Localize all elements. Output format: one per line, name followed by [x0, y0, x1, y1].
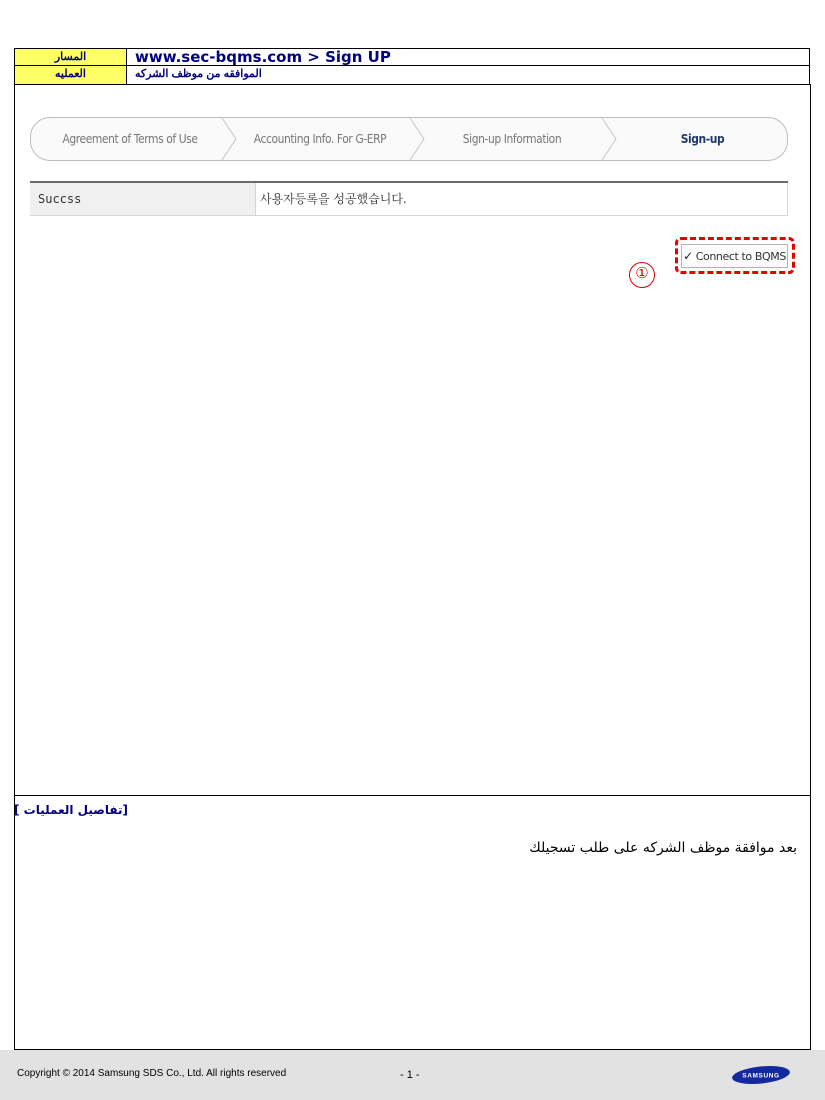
path-label: المسار — [15, 49, 127, 65]
samsung-logo — [731, 1064, 791, 1086]
step-signup-information: Sign-up Information — [462, 131, 562, 146]
chevron-right-icon — [600, 117, 620, 161]
path-row — [14, 48, 810, 66]
details-text: بعد موافقة موظف الشركه على طلب تسجيلك — [529, 840, 797, 856]
process-row — [14, 66, 810, 85]
details-title: [تفاصيل العمليات ] — [14, 803, 128, 817]
process-value: الموافقه من موظف الشركه — [135, 68, 262, 80]
connect-to-bqms-button[interactable] — [681, 244, 788, 268]
result-status-label: Succss — [30, 183, 256, 215]
footer — [0, 1050, 825, 1100]
copyright-text: Copyright © 2014 Samsung SDS Co., Ltd. All rights reserved — [17, 1068, 287, 1079]
chevron-right-icon — [220, 117, 240, 161]
step-agreement: Agreement of Terms of Use — [62, 131, 198, 146]
table-border — [787, 183, 788, 215]
signup-stepper — [30, 117, 788, 161]
svg-text:SAMSUNG: SAMSUNG — [742, 1072, 780, 1080]
page-number: - 1 - — [400, 1069, 420, 1081]
checkmark-icon: ✓ — [683, 249, 693, 263]
section-divider — [14, 795, 811, 796]
connect-button-label: Connect to BQMS — [695, 250, 786, 263]
step-accounting-info: Accounting Info. For G-ERP — [253, 131, 387, 146]
step-marker: ① — [629, 262, 655, 288]
process-label: العمليه — [15, 66, 127, 84]
chevron-right-icon — [408, 117, 428, 161]
result-table — [30, 181, 788, 216]
content-frame — [14, 84, 811, 1050]
path-value: www.sec-bqms.com > Sign UP — [135, 48, 391, 66]
result-message: 사용자등록을 성공했습니다. — [260, 192, 407, 206]
step-signup: Sign-up — [680, 131, 725, 146]
